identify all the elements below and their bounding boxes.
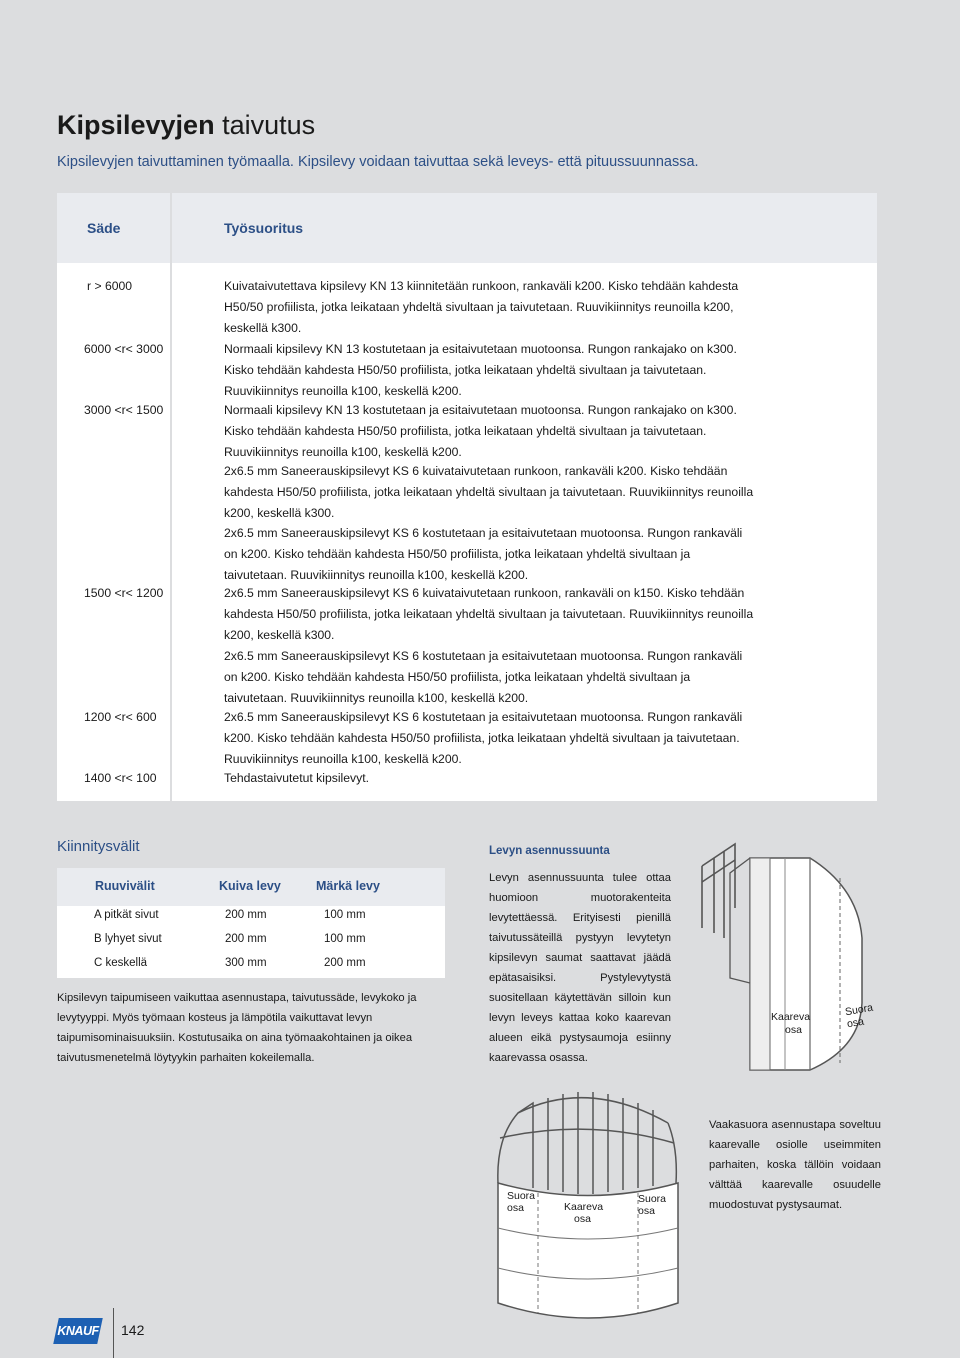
- fastening-table: [57, 868, 445, 978]
- fastening-cell: A pitkät sivut: [94, 909, 159, 921]
- page-title-bold: Kipsilevyjen: [57, 110, 215, 140]
- header-work: Työsuoritus: [224, 220, 304, 236]
- fastening-cell: 100 mm: [324, 909, 366, 921]
- page-title-rest: taivutus: [214, 110, 316, 140]
- table-row-radius: 3000 <r< 1500: [84, 403, 164, 417]
- label-straight-left: Suora: [507, 1190, 536, 1202]
- vertical-boarding-figure: [690, 838, 890, 1080]
- header-radius: Säde: [87, 220, 121, 236]
- fastening-cell: 100 mm: [324, 933, 366, 945]
- label-straight-left-part: osa: [507, 1202, 524, 1214]
- page-number: 142: [121, 1322, 145, 1338]
- table-row-text: 2x6.5 mm Saneerauskipsilevyt KS 6 kuivataivutetaan runkoon, rankaväli k200. Kisko tehdään kahdesta H50/50 profiilista, jotka leikataan yhdeltä sivultaan ja taivutetaan. Ruuvikiinnitys reunoilla k200, keskellä k300.: [224, 464, 754, 520]
- column-divider: [170, 193, 172, 801]
- table-row-text: 2x6.5 mm Saneerauskipsilevyt KS 6 kostutetaan ja esitaivutetaan muotoonsa. Rungon rankaväli on k200. Kisko tehdään kahdesta H50/50 profiilista, jotka leikataan yhdeltä sivultaan ja taivutetaan. Ruuvikiinnitys reunoilla k100, keskellä k200.: [224, 649, 743, 705]
- knauf-logo: [53, 1318, 103, 1344]
- label-straight-right: Suora: [638, 1193, 667, 1205]
- table-row-radius: 1400 <r< 100: [84, 771, 157, 785]
- header-wet: Märkä levy: [316, 879, 380, 893]
- page-subtitle: Kipsilevyjen taivuttaminen työmaalla. Kipsilevy voidaan taivuttaa sekä leveys- että pituussuunnassa.: [57, 154, 699, 170]
- fastening-cell: 200 mm: [225, 933, 267, 945]
- label-curved: Kaareva: [564, 1201, 604, 1213]
- fastening-note: Kipsilevyn taipumiseen vaikuttaa asennustapa, taivutussäde, levykoko ja levytyyppi. Myös työmaan kosteus ja lämpötila vaikuttavat levyn taipumisominaisuuksiin. Kostutusaika on aina työmaakohtainen ja oikea taivutusmenetelmä löytyykin parhaiten kokeilemalla.: [57, 992, 417, 1064]
- fastening-cell: 200 mm: [225, 909, 267, 921]
- horizontal-installation-text: Vaakasuora asennustapa soveltuu kaarevalle osiolle useimmiten parhaiten, koska tällöin voidaan välttää kaarevalle osuudelle muodostuvat pystysaumat.: [709, 1119, 881, 1211]
- table-row-text: Normaali kipsilevy KN 13 kostutetaan ja esitaivutetaan muotoonsa. Rungon rankajako on k300. Kisko tehdään kahdesta H50/50 profiilista, jotka leikataan yhdeltä sivultaan ja taivutetaan. Ruuvikiinnitys reunoilla k100, keskellä k200.: [224, 342, 737, 398]
- table-row-radius: 1200 <r< 600: [84, 710, 157, 724]
- installation-title: Levyn asennussuunta: [489, 845, 610, 857]
- table-row-text: 2x6.5 mm Saneerauskipsilevyt KS 6 kostutetaan ja esitaivutetaan muotoonsa. Rungon rankaväli k200. Kisko tehdään kahdesta H50/50 profiilista, jotka leikataan yhdeltä sivultaan ja taivutetaan. Ruuvikiinnitys reunoilla k100, keskellä k200.: [224, 710, 743, 766]
- footer-divider: [113, 1308, 114, 1358]
- fastening-cell: B lyhyet sivut: [94, 933, 162, 945]
- table-row-text: Tehdastaivutetut kipsilevyt.: [224, 771, 369, 785]
- knauf-logo-text: KNAUF: [57, 1324, 99, 1338]
- table-header: [57, 193, 877, 263]
- table-row-text: Kuivataivutettava kipsilevy KN 13 kiinnitetään runkoon, rankaväli k200. Kisko tehdään kahdesta H50/50 profiilista, jotka leikataan yhdeltä sivultaan ja taivutetaan. Ruuvikiinnitys reunoilla k200, keskellä k300.: [224, 279, 739, 335]
- label-straight-right-part: osa: [638, 1205, 655, 1217]
- fastening-header: [57, 868, 445, 906]
- table-row-radius: 1500 <r< 1200: [84, 586, 164, 600]
- fastening-cell: 200 mm: [324, 957, 366, 969]
- bending-table: [57, 193, 877, 801]
- page-title: [57, 110, 315, 141]
- table-row-text: 2x6.5 mm Saneerauskipsilevyt KS 6 kostutetaan ja esitaivutetaan muotoonsa. Rungon rankaväli on k200. Kisko tehdään kahdesta H50/50 profiilista, jotka leikataan yhdeltä sivultaan ja taivutetaan. Ruuvikiinnitys reunoilla k100, keskellä k200.: [224, 526, 743, 582]
- horizontal-boarding-figure: [478, 1078, 698, 1336]
- header-dry: Kuiva levy: [219, 879, 281, 893]
- label-curved-part: osa: [785, 1024, 802, 1036]
- label-straight: Suora: [844, 1001, 874, 1019]
- table-row-radius: r > 6000: [87, 279, 133, 293]
- table-row-text: 2x6.5 mm Saneerauskipsilevyt KS 6 kuivataivutetaan runkoon, rankaväli on k150. Kisko tehdään kahdesta H50/50 profiilista, jotka leikataan yhdeltä sivultaan ja taivutetaan. Ruuvikiinnitys reunoilla k200, keskellä k300.: [224, 586, 754, 642]
- installation-text: Levyn asennussuunta tulee ottaa huomioon muotorakenteita levytettäessä. Erityisesti pienillä taivutussäteillä pystyyn levytetyn kipsilevyn saumat saattavat jäädä epätasaisiksi. Pystylevytystä suositellaan käytettävän silloin kun levyn leveys kattaa koko kaarevan alueen eikä pystysaumoja esiinny kaarevassa osassa.: [489, 872, 671, 1064]
- header-screw-spacing: Ruuvivälit: [95, 879, 155, 893]
- table-row-radius: 6000 <r< 3000: [84, 342, 164, 356]
- label-curved-part: osa: [574, 1213, 591, 1225]
- fastening-cell: 300 mm: [225, 957, 267, 969]
- table-row-text: Normaali kipsilevy KN 13 kostutetaan ja esitaivutetaan muotoonsa. Rungon rankajako on k300. Kisko tehdään kahdesta H50/50 profiilista, jotka leikataan yhdeltä sivultaan ja taivutetaan. Ruuvikiinnitys reunoilla k100, keskellä k200.: [224, 403, 737, 459]
- label-straight-part: osa: [846, 1015, 865, 1031]
- fastening-cell: C keskellä: [94, 957, 148, 969]
- fastening-title: Kiinnitysvälit: [57, 838, 140, 855]
- label-curved: Kaareva: [771, 1011, 811, 1023]
